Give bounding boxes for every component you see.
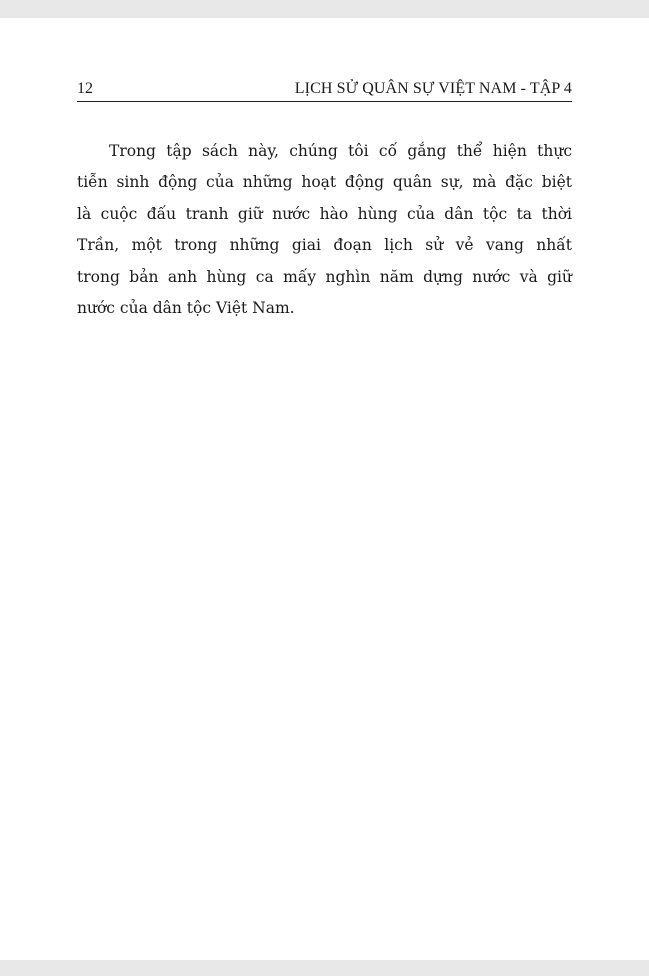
running-title: LỊCH SỬ QUÂN SỰ VIỆT NAM - TẬP 4 — [294, 80, 572, 97]
paragraph-line: nước của dân tộc Việt Nam. — [77, 299, 295, 318]
page-header — [77, 79, 572, 102]
paragraph-line: Trong tập sách này, chúng tôi cố gắng thể hiện thực — [109, 142, 572, 160]
book-page — [0, 18, 649, 960]
body-paragraph — [77, 136, 572, 324]
paragraph-line: tiễn sinh động của những hoạt động quân sự, mà đặc biệt — [77, 173, 572, 192]
paragraph-line: trong bản anh hùng ca mấy nghìn năm dựng nước và giữ — [77, 267, 572, 286]
paragraph-line: Trần, một trong những giai đoạn lịch sử vẻ vang nhất — [77, 236, 572, 255]
page-number: 12 — [77, 80, 93, 97]
paragraph-line: là cuộc đấu tranh giữ nước hào hùng của dân tộc ta thời — [77, 204, 572, 223]
